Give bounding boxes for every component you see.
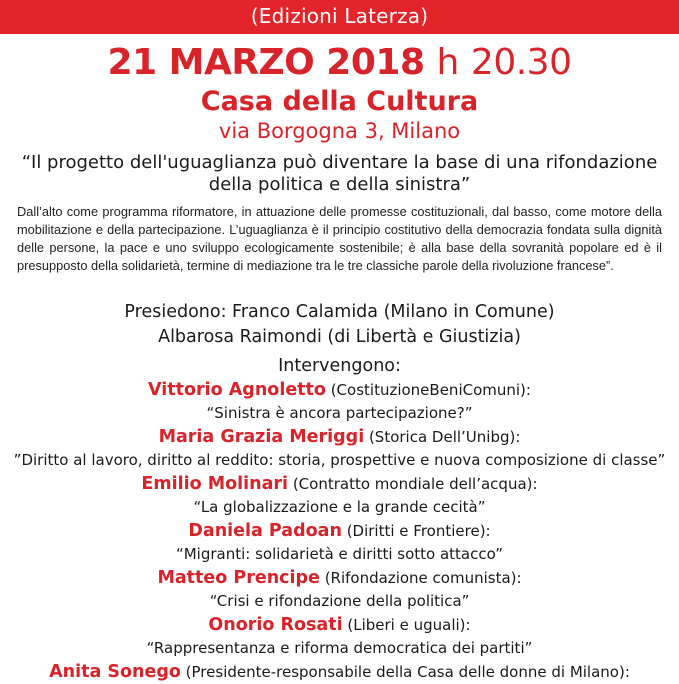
speaker-name: Daniela Padoan	[188, 521, 342, 541]
speaker-line	[0, 378, 679, 402]
event-address: via Borgogna 3, Milano	[218, 119, 461, 143]
speaker-talk: “Crisi e rifondazione della politica”	[209, 592, 470, 610]
speaker-name: Onorio Rosati	[208, 615, 343, 635]
speaker-talk: “La globalizzazione e la grande cecità”	[193, 498, 486, 516]
top-banner	[0, 0, 679, 34]
event-venue: Casa della Cultura	[200, 86, 479, 117]
speaker-affiliation: (Storica Dell’Unibg):	[364, 428, 521, 446]
event-date	[0, 42, 679, 83]
speaker-name: Vittorio Agnoletto	[148, 380, 326, 400]
speaker-name: Matteo Prencipe	[157, 568, 320, 588]
chair-line-2: Albarosa Raimondi (di Libertà e Giustizia)	[158, 327, 521, 347]
speaker-line	[0, 566, 679, 590]
publisher-label: (Edizioni Laterza)	[250, 4, 429, 28]
speaker-line	[0, 660, 679, 684]
speaker-talk: ”Diritto al lavoro, diritto al reddito: storia, prospettive e nuova composizione di classe”	[13, 451, 666, 469]
speaker-talk: “Migranti: solidarietà e diritti sotto attacco”	[175, 545, 504, 563]
speaker-line	[0, 519, 679, 543]
chairs-section	[0, 300, 679, 350]
speaker-line	[0, 472, 679, 496]
speaker-affiliation: (Presidente-responsabile della Casa delle donne di Milano):	[180, 663, 630, 681]
speaker-line	[0, 425, 679, 449]
speaker-talk: “Sinistra è ancora partecipazione?”	[206, 404, 473, 422]
speaker-name: Maria Grazia Meriggi	[158, 427, 365, 447]
event-description: Dall’alto come programma riformatore, in attuazione delle promesse costituzionali, dal basso, come motore della mobilitazione e della partecipazione. L’uguaglianza è il principio costitutivo della democrazia fondata sulla dignità delle persone, la pace e uno sviluppo ecologicamente sostenibile; è alla base della sovranità popolare ed è il presupposto della solidarietà, termine di mediazione tra le tre classiche parole della rivoluzione francese”.	[17, 204, 662, 273]
event-time-prefix: h	[436, 42, 459, 83]
speaker-talk: “Rappresentanza e riforma democratica dei partiti”	[146, 639, 533, 657]
speaker-line	[0, 613, 679, 637]
speaker-affiliation: (Diritti e Frontiere):	[341, 522, 491, 540]
speaker-name: Emilio Molinari	[141, 474, 289, 494]
speaker-affiliation: (Rifondazione comunista):	[319, 569, 522, 587]
speaker-affiliation: (Liberi e uguali):	[342, 616, 471, 634]
speakers-heading: Intervengono:	[278, 356, 401, 376]
speakers-section	[0, 354, 679, 684]
event-time: 20.30	[470, 42, 572, 83]
event-quote: “Il progetto dell'uguaglianza può diventare la base di una rifondazione della politica e della sinistra”	[21, 152, 658, 195]
event-date-text: 21 MARZO 2018	[107, 42, 425, 83]
speaker-affiliation: (Contratto mondiale dell’acqua):	[288, 475, 538, 493]
chair-line-1: Presiedono: Franco Calamida (Milano in Comune)	[124, 302, 555, 322]
speaker-name: Anita Sonego	[49, 662, 181, 682]
speaker-affiliation: (CostituzioneBeniComuni):	[325, 381, 531, 399]
